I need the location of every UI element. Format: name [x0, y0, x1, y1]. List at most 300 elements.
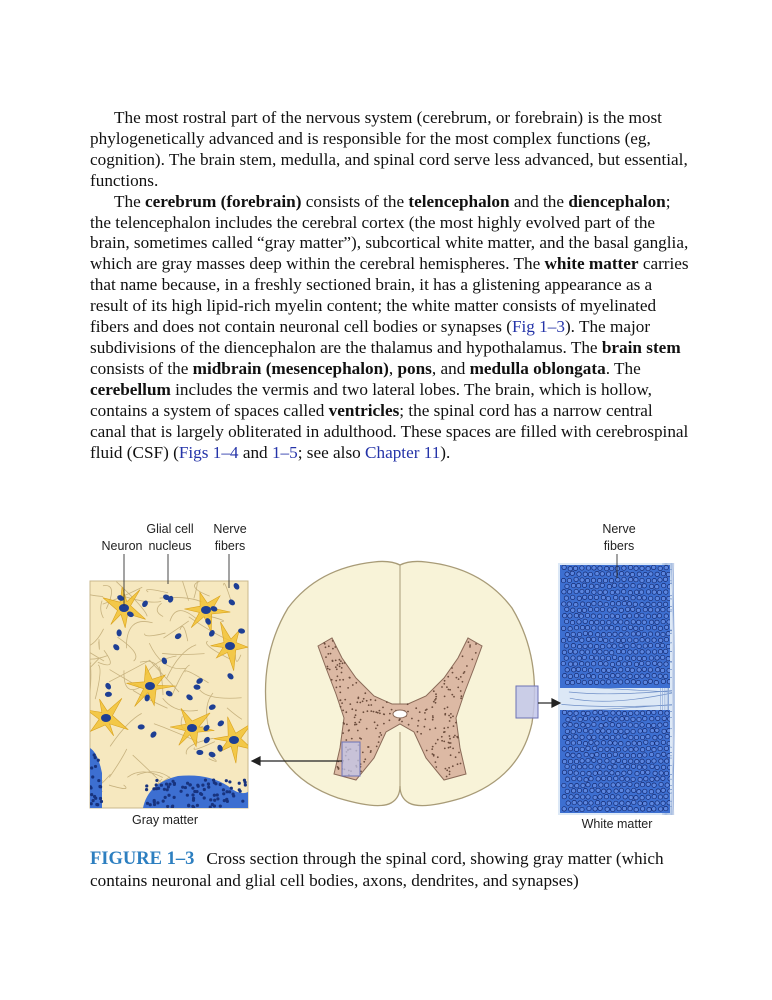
myelinated-axon [664, 806, 668, 810]
myelinated-axon [631, 632, 635, 636]
myelinated-axon [563, 735, 567, 739]
myelinated-axon [585, 662, 589, 666]
myelinated-axon [574, 735, 578, 739]
cell-dot [357, 697, 359, 699]
myelinated-axon [595, 620, 599, 624]
cell-dot [471, 659, 473, 661]
myelinated-axon [658, 711, 662, 715]
myelinated-axon [650, 717, 654, 721]
label-white-matter: White matter [581, 817, 653, 831]
cell-dot [452, 715, 454, 717]
myelinated-axon [594, 680, 598, 684]
myelinated-axon [574, 711, 578, 715]
myelinated-axon [588, 644, 592, 648]
myelinated-axon [648, 643, 652, 647]
myelinated-axon [580, 747, 584, 751]
figs-1-4-link[interactable]: Figs 1–4 [178, 442, 239, 462]
myelinated-axon [666, 657, 670, 661]
myelinated-axon [601, 716, 605, 720]
myelinated-axon [653, 771, 657, 775]
myelinated-axon [595, 584, 599, 588]
myelinated-axon [600, 572, 604, 576]
myelinated-axon [564, 619, 568, 623]
myelinated-axon [652, 759, 656, 763]
cell-dot [344, 662, 346, 664]
myelinated-axon [646, 638, 650, 642]
myelinated-axon [593, 746, 597, 750]
axon-dot [90, 802, 93, 805]
cell-dot [455, 756, 457, 758]
cell-dot [444, 696, 446, 698]
white-sample-box [516, 686, 538, 718]
myelinated-axon [586, 602, 590, 606]
myelinated-axon [650, 777, 654, 781]
myelinated-axon [637, 644, 641, 648]
myelinated-axon [622, 674, 626, 678]
axon-dot [212, 778, 215, 781]
cell-dot [418, 720, 420, 722]
myelinated-axon [661, 619, 665, 623]
spinal-cord-section [266, 561, 539, 805]
cell-dot [332, 648, 334, 650]
myelinated-axon [622, 566, 626, 570]
myelinated-axon [640, 782, 644, 786]
myelinated-axon [574, 673, 578, 677]
myelinated-axon [655, 656, 659, 660]
myelinated-axon [636, 632, 640, 636]
axon-dot [99, 785, 102, 788]
myelinated-axon [662, 583, 666, 587]
myelinated-axon [574, 589, 578, 593]
cell-dot [367, 710, 369, 712]
myelinated-axon [616, 590, 620, 594]
myelinated-axon [571, 730, 575, 734]
myelinated-axon [593, 771, 597, 775]
cell-dot [377, 724, 379, 726]
myelinated-axon [655, 777, 659, 781]
axon-dot [91, 775, 94, 778]
myelinated-axon [590, 753, 594, 757]
myelinated-axon [583, 631, 587, 635]
cell-dot [342, 732, 344, 734]
myelinated-axon [599, 747, 603, 751]
myelinated-axon [562, 650, 566, 654]
myelinated-axon [652, 650, 656, 654]
axon-dot [89, 785, 92, 788]
myelinated-axon [598, 771, 602, 775]
cell-dot [449, 720, 451, 722]
myelinated-axon [628, 674, 632, 678]
myelinated-axon [622, 614, 626, 618]
myelinated-axon [592, 758, 596, 762]
term-cerebellum: cerebellum [90, 379, 171, 399]
cell-dot [435, 766, 437, 768]
myelinated-axon [625, 656, 629, 660]
myelinated-axon [595, 752, 599, 756]
myelinated-axon [565, 729, 569, 733]
myelinated-axon [652, 579, 656, 583]
cell-dot [448, 715, 450, 717]
myelinated-axon [574, 747, 578, 751]
myelinated-axon [616, 578, 620, 582]
myelinated-axon [604, 795, 608, 799]
axon-dot [157, 787, 160, 790]
myelinated-axon [588, 680, 592, 684]
myelinated-axon [655, 608, 659, 612]
myelinated-axon [640, 603, 644, 607]
cell-dot [363, 698, 365, 700]
myelinated-axon [577, 740, 581, 744]
myelinated-axon [658, 795, 662, 799]
myelinated-axon [598, 759, 602, 763]
myelinated-axon [658, 735, 662, 739]
myelinated-axon [577, 754, 581, 758]
myelinated-axon [598, 602, 602, 606]
term-telencephalon: telencephalon [408, 191, 510, 211]
myelinated-axon [655, 801, 659, 805]
cell-dot [362, 700, 364, 702]
myelinated-axon [622, 590, 626, 594]
myelinated-axon [646, 602, 650, 606]
cell-dot [443, 727, 445, 729]
myelinated-axon [604, 711, 608, 715]
myelinated-axon [661, 607, 665, 611]
myelinated-axon [602, 668, 606, 672]
myelinated-axon [600, 620, 604, 624]
axon-dot [99, 797, 102, 800]
myelinated-axon [634, 723, 638, 727]
myelinated-axon [588, 632, 592, 636]
myelinated-axon [566, 740, 570, 744]
gray-sample-box [342, 742, 360, 776]
myelinated-axon [574, 723, 578, 727]
myelinated-axon [598, 614, 602, 618]
myelinated-axon [664, 771, 668, 775]
myelinated-axon [561, 578, 565, 582]
myelinated-axon [614, 776, 618, 780]
myelinated-axon [604, 650, 608, 654]
cell-dot [324, 643, 326, 645]
myelinated-axon [610, 651, 614, 655]
myelinated-axon [664, 674, 668, 678]
myelinated-axon [571, 632, 575, 636]
myelinated-axon [580, 735, 584, 739]
myelinated-axon [652, 794, 656, 798]
axon-dot [167, 785, 170, 788]
myelinated-axon [586, 758, 590, 762]
myelinated-axon [577, 620, 581, 624]
myelinated-axon [572, 765, 576, 769]
cell-dot [341, 702, 343, 704]
axon-dot [152, 787, 155, 790]
myelinated-axon [638, 729, 642, 733]
cell-dot [401, 721, 403, 723]
cell-dot [457, 687, 459, 689]
cell-dot [325, 646, 327, 648]
myelinated-axon [573, 650, 577, 654]
cell-dot [458, 678, 460, 680]
myelinated-axon [665, 734, 669, 738]
myelinated-axon [613, 679, 617, 683]
myelinated-axon [589, 584, 593, 588]
cell-dot [435, 743, 437, 745]
cell-dot [441, 740, 443, 742]
arrow-head [252, 757, 260, 765]
myelinated-axon [584, 728, 588, 732]
myelinated-axon [631, 777, 635, 781]
myelinated-axon [605, 807, 609, 811]
label-nerve-fibers-right-line2: fibers [603, 539, 635, 553]
cell-dot [455, 722, 457, 724]
myelinated-axon [614, 717, 618, 721]
myelinated-axon [646, 650, 650, 654]
myelinated-axon [571, 656, 575, 660]
myelinated-axon [664, 662, 668, 666]
myelinated-axon [625, 572, 629, 576]
myelinated-axon [611, 783, 615, 787]
cell-dot [433, 690, 435, 692]
myelinated-axon [646, 770, 650, 774]
cell-dot [364, 692, 366, 694]
myelinated-axon [632, 741, 636, 745]
myelinated-axon [562, 602, 566, 606]
cell-dot [448, 747, 450, 749]
myelinated-axon [585, 578, 589, 582]
cell-dot [441, 736, 443, 738]
figure-caption [90, 848, 700, 891]
myelinated-axon [623, 747, 627, 751]
myelinated-axon [638, 777, 642, 781]
myelinated-axon [565, 789, 569, 793]
myelinated-axon [665, 783, 669, 787]
myelinated-axon [613, 632, 617, 636]
myelinated-axon [627, 662, 631, 666]
myelinated-axon [589, 801, 593, 805]
myelinated-axon [657, 614, 661, 618]
myelinated-axon [600, 644, 604, 648]
myelinated-axon [562, 783, 566, 787]
myelinated-axon [627, 602, 631, 606]
cell-dot [475, 643, 477, 645]
cell-dot [450, 713, 452, 715]
myelinated-axon [592, 722, 596, 726]
cell-dot [355, 682, 357, 684]
cell-dot [343, 723, 345, 725]
axon-dot [181, 786, 184, 789]
myelinated-axon [571, 608, 575, 612]
myelinated-axon [629, 795, 633, 799]
cell-dot [451, 667, 453, 669]
myelinated-axon [648, 632, 652, 636]
myelinated-axon [631, 717, 635, 721]
cell-dot [360, 719, 362, 721]
axon-dot [167, 794, 170, 797]
cell-dot [332, 640, 334, 642]
myelinated-axon [571, 789, 575, 793]
myelinated-axon [580, 566, 584, 570]
cell-dot [431, 748, 433, 750]
myelinated-axon [637, 790, 641, 794]
myelinated-axon [620, 753, 624, 757]
myelinated-axon [646, 578, 650, 582]
myelinated-axon [568, 722, 572, 726]
myelinated-axon [658, 662, 662, 666]
axon-dot [196, 804, 199, 807]
myelinated-axon [617, 649, 621, 653]
myelinated-axon [642, 584, 646, 588]
myelinated-axon [605, 674, 609, 678]
myelinated-axon [624, 596, 628, 600]
myelinated-axon [650, 728, 654, 732]
myelinated-axon [655, 585, 659, 589]
myelinated-axon [580, 578, 584, 582]
myelinated-axon [635, 711, 639, 715]
axon-dot [238, 788, 241, 791]
cell-dot [463, 672, 465, 674]
myelinated-axon [596, 729, 600, 733]
axon-dot [192, 797, 195, 800]
cell-dot [382, 707, 384, 709]
myelinated-axon [643, 607, 647, 611]
myelinated-axon [583, 644, 587, 648]
myelinated-axon [606, 572, 610, 576]
myelinated-axon [591, 614, 595, 618]
myelinated-axon [629, 759, 633, 763]
myelinated-axon [570, 680, 574, 684]
cell-dot [340, 706, 342, 708]
myelinated-axon [662, 729, 666, 733]
myelinated-axon [589, 620, 593, 624]
myelinated-axon [635, 674, 639, 678]
myelinated-axon [632, 800, 636, 804]
myelinated-axon [631, 607, 635, 611]
cell-dot [375, 699, 377, 701]
myelinated-axon [604, 638, 608, 642]
myelinated-axon [625, 716, 629, 720]
axon-dot [188, 783, 191, 786]
myelinated-axon [643, 644, 647, 648]
myelinated-axon [661, 571, 665, 575]
myelinated-axon [579, 614, 583, 618]
myelinated-axon [610, 723, 614, 727]
myelinated-axon [571, 583, 575, 587]
myelinated-axon [581, 795, 585, 799]
myelinated-axon [580, 625, 584, 629]
myelinated-axon [595, 644, 599, 648]
myelinated-axon [623, 662, 627, 666]
cell-dot [327, 668, 329, 670]
myelinated-axon [620, 717, 624, 721]
cell-dot [453, 696, 455, 698]
label-glial-cell-line1: Glial cell [146, 522, 194, 536]
cell-dot [435, 761, 437, 763]
cell-dot [359, 702, 361, 704]
myelinated-axon [655, 765, 659, 769]
cell-dot [375, 728, 377, 730]
axon-dot [168, 783, 171, 786]
cell-dot [424, 726, 426, 728]
myelinated-axon [640, 759, 644, 763]
myelinated-axon [613, 752, 617, 756]
myelinated-axon [604, 662, 608, 666]
myelinated-axon [562, 590, 566, 594]
myelinated-axon [650, 801, 654, 805]
myelinated-axon [598, 650, 602, 654]
cell-dot [437, 756, 439, 758]
myelinated-axon [656, 753, 660, 757]
myelinated-axon [593, 783, 597, 787]
myelinated-axon [595, 668, 599, 672]
myelinated-axon [574, 637, 578, 641]
myelinated-axon [635, 759, 639, 763]
myelinated-axon [630, 572, 634, 576]
myelinated-axon [646, 626, 650, 630]
chapter-11-link[interactable]: Chapter 11 [365, 442, 441, 462]
myelinated-axon [629, 735, 633, 739]
myelinated-axon [635, 783, 639, 787]
myelinated-axon [607, 632, 611, 636]
myelinated-axon [631, 754, 635, 758]
myelinated-axon [567, 602, 571, 606]
myelinated-axon [617, 723, 621, 727]
myelinated-axon [598, 795, 602, 799]
myelinated-axon [643, 729, 647, 733]
myelinated-axon [664, 637, 668, 641]
fig-1-3-link[interactable]: Fig 1–3 [511, 317, 565, 337]
cell-dot [351, 738, 353, 740]
myelinated-axon [654, 680, 658, 684]
myelinated-axon [588, 668, 592, 672]
myelinated-axon [639, 626, 643, 630]
text-run: and [238, 442, 272, 462]
myelinated-axon [561, 661, 565, 665]
myelinated-axon [583, 801, 587, 805]
myelinated-axon [628, 770, 632, 774]
cell-dot [432, 746, 434, 748]
label-nerve-fibers-left-line1: Nerve [213, 522, 247, 536]
myelinated-axon [664, 590, 668, 594]
myelinated-axon [568, 770, 572, 774]
myelinated-axon [610, 566, 614, 570]
myelinated-axon [600, 607, 604, 611]
cell-dot [443, 741, 445, 743]
myelinated-axon [562, 795, 566, 799]
cell-dot [408, 724, 410, 726]
cell-dot [339, 666, 341, 668]
myelinated-axon [591, 675, 595, 679]
cell-dot [339, 663, 341, 665]
fig-1-5-link[interactable]: 1–5 [271, 442, 298, 462]
myelinated-axon [666, 632, 670, 636]
axon-dot [173, 783, 176, 786]
myelinated-axon [574, 602, 578, 606]
myelinated-axon [577, 728, 581, 732]
cell-dot [426, 709, 428, 711]
myelinated-axon [589, 777, 593, 781]
cell-dot [417, 731, 419, 733]
myelinated-axon [585, 589, 589, 593]
myelinated-axon [665, 711, 669, 715]
myelinated-axon [616, 602, 620, 606]
myelinated-axon [631, 620, 635, 624]
myelinated-axon [585, 613, 589, 617]
myelinated-axon [619, 633, 623, 637]
myelinated-axon [616, 673, 620, 677]
term-cerebrum: cerebrum (forebrain) [145, 191, 302, 211]
axon-dot [213, 804, 216, 807]
myelinated-axon [594, 595, 598, 599]
axon-dot [173, 796, 176, 799]
